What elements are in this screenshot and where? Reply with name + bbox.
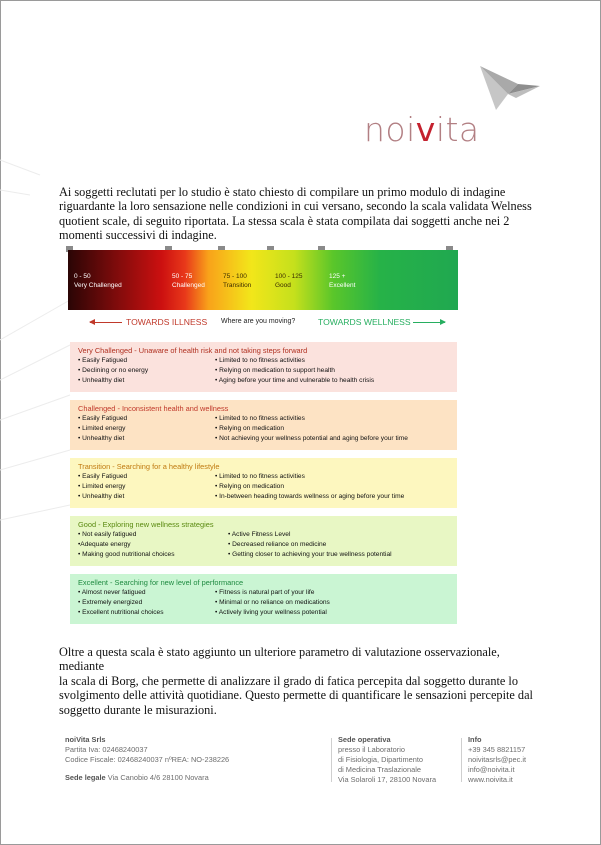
- company-piva: Partita Iva: 02468240037: [65, 745, 148, 754]
- level-title: Challenged - Inconsistent health and wellness: [78, 404, 229, 413]
- level-left-list: • Easily Fatigued • Limited energy • Unhealthy diet: [78, 473, 128, 500]
- company-sede: Sede legale Via Canobio 4/6 28100 Novara: [65, 773, 209, 782]
- company-name: noiVita Srls: [65, 735, 106, 744]
- footer-operativa: Sede operativa presso il Laboratorio di Fisiologia, Dipartimento di Medicina Traslazionale Via Solaroli 17, 28100 Novara: [338, 735, 437, 784]
- outro-paragraph: Oltre a questa scala è stato aggiunto un ulteriore parametro di valutazione osservazionale, mediante la scala di Borg, che permette di analizzare il grado di fatica percepita dal soggetto durante lo svolgimento delle attività quotidiane. Questo permette di quantificare le sensazioni percepite dal soggetto durante le misurazioni.: [59, 645, 533, 717]
- level-left-list: • Almost never fatigued • Extremely energized • Excellent nutritional choices: [78, 589, 164, 616]
- level-box-good: [70, 516, 457, 566]
- info-email[interactable]: info@noivita.it: [468, 765, 515, 774]
- level-right-list: • Fitness is natural part of your life • Minimal or no reliance on medications • Actively living your wellness potential: [215, 589, 330, 616]
- footer-separator: [461, 738, 462, 782]
- scale-segment: 100 - 125 Good: [275, 273, 303, 289]
- footer-company: [65, 735, 229, 783]
- bird-logo-icon: [478, 64, 542, 114]
- footer-info: [468, 735, 526, 785]
- level-box-excellent: [70, 574, 457, 624]
- towards-wellness-label: TOWARDS WELLNESS: [318, 317, 411, 327]
- level-left-list: • Not easily fatigued •Adequate energy • Making good nutritional choices: [78, 531, 175, 558]
- scale-gradient-bar: [68, 250, 458, 310]
- scale-segment: 50 - 75 Challenged: [172, 273, 205, 289]
- level-right-list: • Limited to no fitness activities • Relying on medication • Not achieving your wellness potential and aging before your time: [215, 415, 408, 442]
- direction-question: Where are you moving?: [221, 318, 296, 325]
- level-title: Excellent - Searching for new level of performance: [78, 578, 244, 587]
- scale-segment: 75 - 100 Transition: [223, 273, 252, 289]
- scale-segment: 0 - 50 Very Challenged: [74, 273, 122, 289]
- level-title: Very Challenged - Unaware of health risk and not taking steps forward: [78, 346, 308, 355]
- towards-illness-label: TOWARDS ILLNESS: [126, 317, 208, 327]
- level-right-list: • Limited to no fitness activities • Relying on medication • In-between heading towards wellness or aging before your time: [215, 473, 405, 500]
- level-box-very-challenged: [70, 342, 457, 392]
- arrow-right-icon: [413, 322, 445, 323]
- brand-logo: noivita: [364, 110, 480, 149]
- arrow-left-icon: [90, 322, 122, 323]
- scale-segment: 125 + Excellent: [329, 273, 356, 289]
- level-title: Good - Exploring new wellness strategies: [78, 520, 214, 529]
- company-cf: Codice Fiscale: 02468240037 nºREA: NO-238226: [65, 755, 230, 764]
- direction-row: [68, 315, 458, 329]
- level-left-list: • Easily Fatigued • Declining or no energy • Unhealthy diet: [78, 357, 149, 384]
- info-pec-email[interactable]: noivitasrls@pec.it: [468, 755, 527, 764]
- level-right-list: • Active Fitness Level • Decreased reliance on medicine • Getting closer to achieving your true wellness potential: [228, 531, 392, 558]
- footer-separator: [331, 738, 332, 782]
- level-left-list: • Easily Fatigued • Limited energy • Unhealthy diet: [78, 415, 128, 442]
- wellness-scale: [68, 246, 458, 310]
- level-box-transition: [70, 458, 457, 508]
- intro-paragraph: Ai soggetti reclutati per lo studio è stato chiesto di compilare un primo modulo di indagine riguardante la loro sensazione nelle condizioni in cui versano, secondo la scala validata Welness quotient scale, di seguito riportata. La stessa scala è stata compilata dai soggetti anche nei 2 momenti successivi di indagine.: [59, 185, 532, 243]
- level-title: Transition - Searching for a healthy lifestyle: [78, 462, 220, 471]
- level-right-list: • Limited to no fitness activities • Relying on medication to support health • Aging before your time and vulnerable to health crisis: [215, 357, 375, 384]
- info-title: Info: [468, 735, 482, 744]
- info-phone[interactable]: +39 345 8821157: [468, 745, 526, 754]
- info-website[interactable]: www.noivita.it: [468, 775, 513, 784]
- operativa-title: Sede operativa: [338, 735, 391, 744]
- level-box-challenged: [70, 400, 457, 450]
